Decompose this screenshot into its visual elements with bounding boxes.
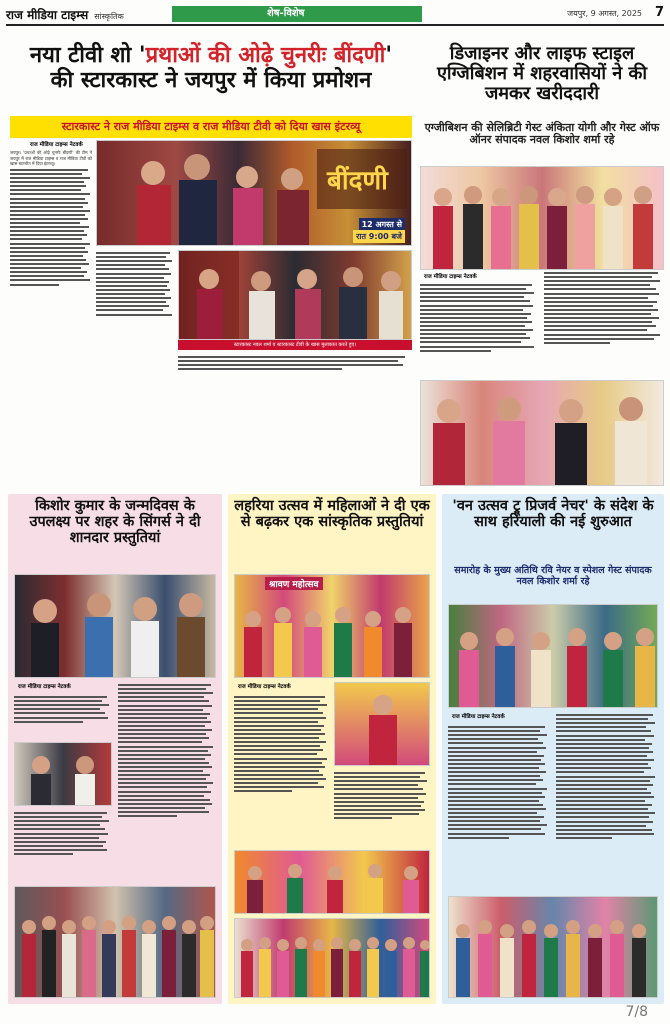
lead-photo-interview	[178, 250, 412, 340]
show-time: रात 9:00 बजे	[353, 230, 405, 243]
right-photo-group	[420, 166, 664, 270]
lead-body-col2	[96, 250, 174, 378]
right-photo-guests	[420, 380, 664, 486]
lahariya-photo-3	[234, 850, 430, 914]
lahariya-body-col2	[334, 770, 430, 846]
lead-photo	[96, 140, 412, 246]
kishore-headline: किशोर कुमार के जन्मदिवस के उपलक्ष्य पर शहर के सिंगर्स ने दी शानदार प्रस्तुतियां	[29, 498, 201, 547]
paper-name: राज मीडिया टाइम्स सांस्कृतिक	[6, 8, 124, 22]
lead-headline-line1: नया टीवी शो 'प्रथाओं की ओढ़े चुनरीः बींदणी'	[29, 43, 393, 68]
right-body-col1	[420, 282, 538, 378]
van-body-col1	[448, 724, 550, 894]
kishore-photo-1	[14, 574, 216, 678]
section-title: शेष-विशेष	[172, 6, 422, 22]
van-photo-1	[448, 604, 658, 708]
lahariya-headline: लहरिया उत्सव में महिलाओं ने दी एक से बढ़कर एक सांस्कृतिक प्रस्तुतियां	[234, 498, 430, 531]
lead-body-col3	[178, 354, 412, 378]
lead-headline-line2: की स्टारकास्ट ने जयपुर में किया प्रमोशन	[50, 67, 372, 93]
lahariya-photo-1	[234, 574, 430, 678]
lahariya-byline: राज मीडिया टाइम्स नेटवर्क	[238, 684, 291, 690]
lead-byline: राज मीडिया टाइम्स नेटवर्क	[30, 142, 83, 148]
paper-tag: सांस्कृतिक	[94, 12, 124, 21]
kishore-body-col1	[14, 694, 112, 738]
show-logo: बींदणी	[327, 166, 388, 196]
lahariya-event-banner: श्रावण महोत्सव	[265, 577, 323, 590]
right-byline: राज मीडिया टाइम्स नेटवर्क	[424, 274, 477, 280]
dateline: जयपुर, 9 अगस्त, 2025	[567, 9, 642, 18]
van-photo-group	[448, 896, 658, 998]
lead-body-start: जयपुर। 'प्रथाओं की ओढ़े चुनरीः बींदणी' की टीम ने जयपुर में राज मीडिया टाइम्स व राज मीडिया टीवी को खास बातचीत में दिया इंटरव्यू।	[10, 150, 92, 167]
right-subhead: एग्जीबिशन की सेलिब्रिटी गेस्ट अंकिता योगी और गेस्ट ऑफ ऑनर संपादक नवल किशोर शर्मा रहे	[424, 121, 660, 147]
kishore-body-col3	[118, 682, 216, 882]
van-headline: 'वन उत्सव ट्रू प्रिजर्व नेचर' के संदेश के साथ हरियाली की नई शुरुआत	[452, 498, 654, 531]
lahariya-photo-2	[334, 682, 430, 766]
masthead	[6, 4, 664, 44]
lahariya-photo-group	[234, 918, 430, 998]
masthead-rule	[6, 24, 664, 26]
kishore-photo-2	[14, 742, 112, 806]
van-body-col2	[556, 712, 658, 894]
lead-headline	[10, 44, 412, 93]
kishore-byline: राज मीडिया टाइम्स नेटवर्क	[18, 684, 71, 690]
van-byline: राज मीडिया टाइम्स नेटवर्क	[452, 714, 505, 720]
van-subhead: समारोह के मुख्य अतिथि रवि नेयर व स्पेशल गेस्ट संपादक नवल किशोर शर्मा रहे	[454, 565, 652, 587]
page-number: 7	[654, 5, 664, 20]
lead-photo-caption: स्टारकास्ट नवल शर्मा व स्टारकास्ट टीवी के खास मुलाकात करते हुए।	[178, 340, 412, 350]
kishore-photo-group	[14, 886, 216, 998]
lead-banner: स्टारकास्ट ने राज मीडिया टाइम्स व राज मीडिया टीवी को दिया खास इंटरव्यू	[10, 116, 412, 138]
right-headline: डिजाइनर और लाइफ स्टाइल एग्जिबिशन में शहरवासियों ने की जमकर खरीददारी	[436, 43, 648, 105]
right-body-col2	[544, 270, 664, 378]
lead-body-col1	[10, 150, 92, 378]
lahariya-body-col1	[234, 694, 330, 846]
show-date: 12 अगस्त से	[359, 218, 405, 231]
kishore-body-col2	[14, 810, 112, 882]
page-count: 7/8	[625, 1004, 648, 1020]
